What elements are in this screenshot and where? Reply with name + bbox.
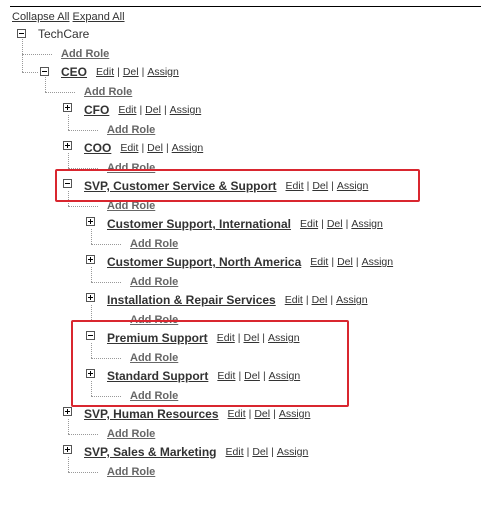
edit-link[interactable]: Edit [227, 408, 246, 420]
add-role-link[interactable]: Add Role [130, 390, 179, 402]
role-actions: Edit | Del | Assign [216, 332, 300, 344]
tree-node-svp-sales-marketing [84, 444, 308, 460]
tree-node-cs-north-america [107, 254, 393, 270]
assign-link[interactable]: Assign [361, 256, 394, 268]
tree-node-svp-human-resources [84, 406, 310, 422]
tree-node-svp-customer-service [84, 178, 368, 194]
tree-node-techcare [38, 26, 89, 42]
tree-node-cfo [84, 102, 201, 118]
del-link[interactable]: Del [252, 446, 269, 458]
edit-link[interactable]: Edit [300, 218, 319, 230]
del-link[interactable]: Del [147, 142, 163, 154]
tree-connector [68, 168, 98, 169]
expand-all-link[interactable]: Expand All [72, 11, 125, 23]
tree-node-add-role [130, 274, 178, 290]
role-actions: Edit | Del | Assign [120, 142, 204, 154]
role-premium-support[interactable]: Premium Support [107, 331, 208, 345]
tree-node-coo [84, 140, 203, 156]
tree-node-installation-repair [107, 292, 368, 308]
add-role-link[interactable]: Add Role [61, 48, 110, 60]
tree-node-cs-international [107, 216, 383, 232]
tree-node-add-role [130, 312, 178, 328]
tree-node-add-role [107, 198, 155, 214]
expand-toggle-icon[interactable] [86, 217, 95, 226]
edit-link[interactable]: Edit [118, 104, 137, 116]
assign-link[interactable]: Assign [336, 294, 368, 306]
del-link[interactable]: Del [312, 180, 329, 192]
assign-link[interactable]: Assign [336, 180, 369, 192]
tree-connector [68, 419, 69, 434]
del-link[interactable]: Del [243, 332, 260, 344]
role-standard-support[interactable]: Standard Support [107, 369, 209, 383]
collapse-toggle-icon[interactable] [63, 179, 72, 188]
assign-link[interactable]: Assign [169, 104, 202, 116]
role-actions: Edit | Del | Assign [284, 294, 368, 306]
tree-connector [68, 115, 69, 130]
tree-connector [91, 244, 121, 245]
expand-toggle-icon[interactable] [63, 445, 72, 454]
edit-link[interactable]: Edit [284, 294, 303, 306]
del-link[interactable]: Del [254, 408, 271, 420]
expand-toggle-icon[interactable] [86, 369, 95, 378]
tree-node-add-role [107, 426, 155, 442]
edit-link[interactable]: Edit [96, 66, 115, 78]
tree-node-add-role [130, 236, 178, 252]
tree-connector [91, 229, 92, 244]
role-actions: Edit | Del | Assign [217, 370, 301, 382]
tree-connector [91, 305, 92, 320]
del-link[interactable]: Del [122, 66, 139, 78]
assign-link[interactable]: Assign [268, 332, 300, 344]
del-link[interactable]: Del [244, 370, 260, 382]
collapse-toggle-icon[interactable] [40, 67, 49, 76]
role-actions: Edit | Del | Assign [310, 256, 394, 268]
tree-connector [22, 54, 52, 55]
edit-link[interactable]: Edit [310, 256, 329, 268]
role-actions: Edit | Del | Assign [285, 180, 369, 192]
tree-connector [45, 75, 46, 92]
tree-connector [22, 72, 38, 73]
tree-connector [68, 472, 98, 473]
del-link[interactable]: Del [337, 256, 353, 268]
add-role-link[interactable]: Add Role [130, 276, 179, 288]
assign-link[interactable]: Assign [276, 446, 309, 458]
tree-connector [91, 282, 121, 283]
add-role-link[interactable]: Add Role [107, 428, 156, 440]
add-role-link[interactable]: Add Role [107, 124, 156, 136]
tree-node-add-role [107, 160, 155, 176]
expand-toggle-icon[interactable] [86, 255, 95, 264]
role-actions: Edit | Del | Assign [96, 66, 179, 78]
root-label: TechCare [38, 27, 90, 41]
expand-toggle-icon[interactable] [63, 141, 72, 150]
tree-connector [68, 457, 69, 472]
collapse-toggle-icon[interactable] [86, 331, 95, 340]
tree-connector [68, 191, 69, 206]
role-svp-sales-marketing[interactable]: SVP, Sales & Marketing [84, 445, 217, 459]
add-role-link[interactable]: Add Role [130, 238, 179, 250]
tree-connector [68, 130, 98, 131]
edit-link[interactable]: Edit [217, 370, 236, 382]
tree-connector [68, 434, 98, 435]
del-link[interactable]: Del [145, 104, 161, 116]
tree-node-add-role [107, 464, 155, 480]
add-role-link[interactable]: Add Role [107, 466, 156, 478]
role-actions: Edit | Del | Assign [118, 104, 202, 116]
tree-connector [68, 153, 69, 168]
role-actions: Edit | Del | Assign [300, 218, 383, 230]
tree-connector [91, 358, 121, 359]
role-actions: Edit | Del | Assign [225, 446, 309, 458]
tree-node-add-role [130, 388, 178, 404]
role-actions: Edit | Del | Assign [227, 408, 311, 420]
del-link[interactable]: Del [326, 218, 343, 230]
collapse-all-link[interactable]: Collapse All [12, 11, 70, 23]
role-cs-north-america[interactable]: Customer Support, North America [107, 255, 302, 269]
tree-node-standard-support [107, 368, 300, 384]
add-role-link[interactable]: Add Role [84, 86, 133, 98]
add-role-link[interactable]: Add Role [107, 200, 156, 212]
tree-connector [91, 396, 121, 397]
tree-node-premium-support [107, 330, 300, 346]
tree-connector [91, 343, 92, 358]
role-ceo[interactable]: CEO [61, 65, 88, 79]
expand-toggle-icon[interactable] [63, 103, 72, 112]
role-coo[interactable]: COO [84, 141, 112, 155]
role-cfo[interactable]: CFO [84, 103, 110, 117]
tree-node-add-role [61, 46, 109, 62]
edit-link[interactable]: Edit [216, 332, 235, 344]
role-svp-customer-service[interactable]: SVP, Customer Service & Support [84, 179, 277, 193]
top-border [10, 6, 481, 7]
role-installation-repair[interactable]: Installation & Repair Services [107, 293, 276, 307]
edit-link[interactable]: Edit [225, 446, 244, 458]
assign-link[interactable]: Assign [278, 408, 311, 420]
assign-link[interactable]: Assign [147, 66, 179, 78]
tree-connector [45, 92, 75, 93]
assign-link[interactable]: Assign [351, 218, 383, 230]
expand-toggle-icon[interactable] [86, 293, 95, 302]
del-link[interactable]: Del [311, 294, 328, 306]
collapse-toggle-icon[interactable] [17, 29, 26, 38]
tree-toolbar [12, 11, 125, 23]
edit-link[interactable]: Edit [285, 180, 304, 192]
tree-node-add-role [84, 84, 132, 100]
tree-node-ceo [61, 64, 179, 80]
tree-connector [91, 267, 92, 282]
edit-link[interactable]: Edit [120, 142, 139, 154]
tree-connector [91, 381, 92, 396]
add-role-link[interactable]: Add Role [130, 352, 179, 364]
role-svp-human-resources[interactable]: SVP, Human Resources [84, 407, 219, 421]
role-cs-international[interactable]: Customer Support, International [107, 217, 292, 231]
expand-toggle-icon[interactable] [63, 407, 72, 416]
assign-link[interactable]: Assign [268, 370, 301, 382]
add-role-link[interactable]: Add Role [130, 314, 179, 326]
tree-connector [91, 320, 121, 321]
tree-node-add-role [107, 122, 155, 138]
tree-node-add-role [130, 350, 178, 366]
tree-connector [68, 206, 98, 207]
assign-link[interactable]: Assign [171, 142, 204, 154]
add-role-link[interactable]: Add Role [107, 162, 156, 174]
